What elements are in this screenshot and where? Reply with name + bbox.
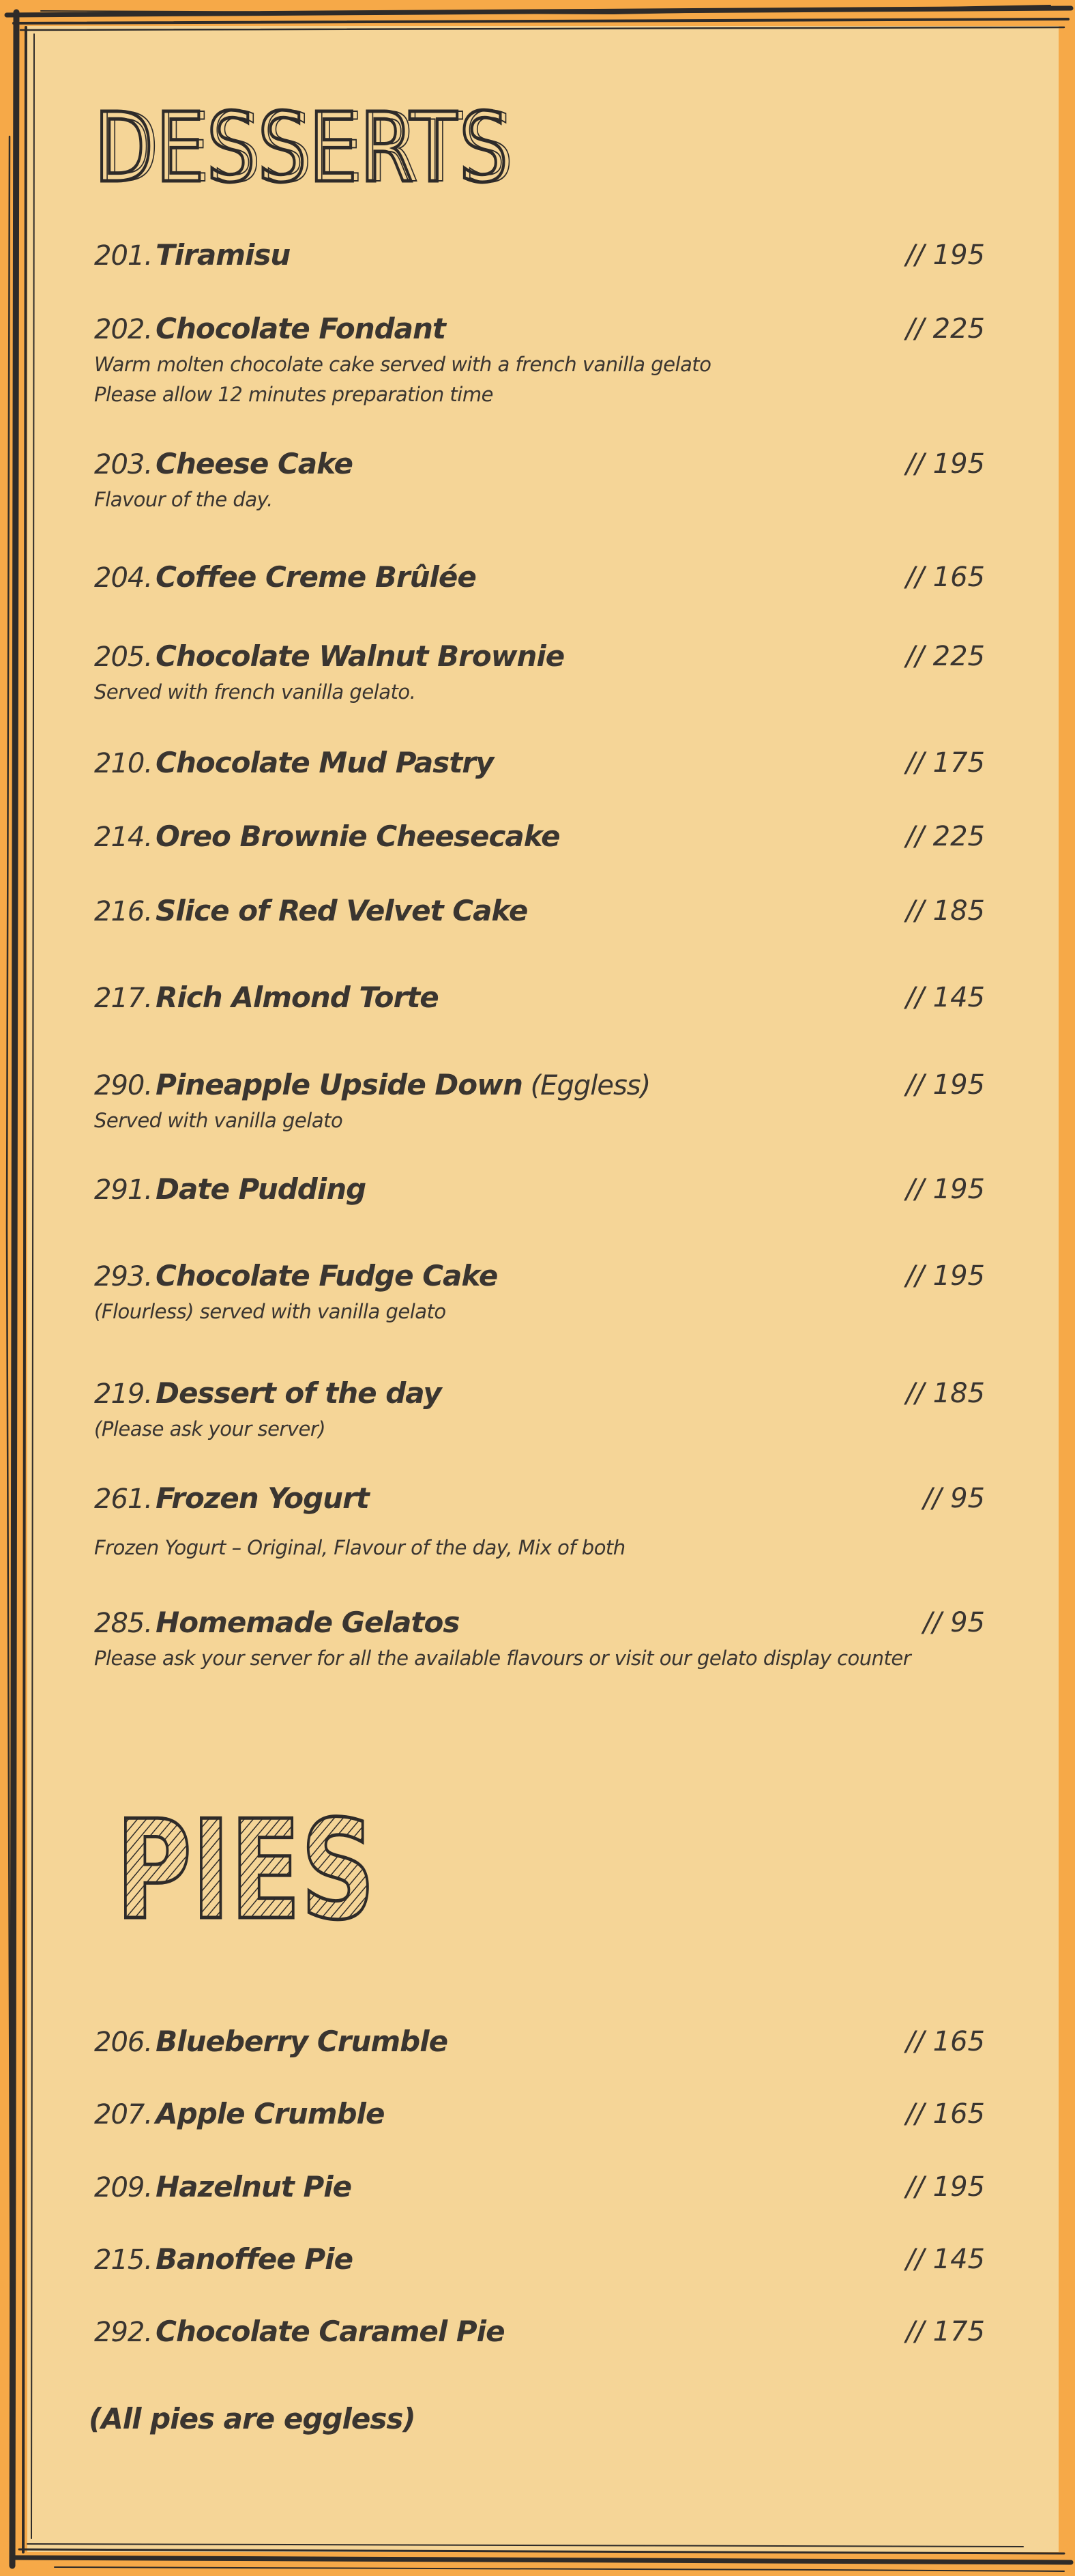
menu-item-name: Chocolate Mud Pastry — [156, 746, 494, 779]
menu-item — [94, 1256, 988, 1327]
menu-item-row — [94, 1478, 988, 1519]
menu-item-price: // 195 — [905, 2171, 985, 2203]
menu-item-name: Chocolate Walnut Brownie — [156, 639, 565, 673]
menu-item-code: 293. — [94, 1261, 153, 1292]
menu-item-price: // 195 — [905, 1069, 985, 1101]
menu-item-name: Blueberry Crumble — [156, 2025, 448, 2058]
menu-item-code: 215. — [94, 2244, 153, 2276]
menu-item-description: Please allow 12 minutes preparation time — [94, 383, 493, 406]
menu-item-title — [94, 2167, 351, 2214]
menu-item-price: // 95 — [923, 1607, 985, 1638]
menu-item — [94, 891, 988, 931]
menu-item-description: Served with french vanilla gelato. — [94, 680, 416, 704]
menu-item — [94, 1373, 988, 1444]
menu-item-name: Rich Almond Torte — [156, 981, 439, 1014]
menu-item-title — [94, 816, 560, 863]
menu-item-code: 209. — [94, 2172, 153, 2203]
menu-item-title — [94, 2239, 353, 2286]
menu-item-price: // 195 — [905, 448, 985, 480]
menu-item-code: 206. — [94, 2027, 153, 2058]
menu-item-row — [94, 235, 988, 276]
menu-item-name: Slice of Red Velvet Cake — [156, 894, 528, 927]
menu-item-name: Chocolate Caramel Pie — [156, 2315, 505, 2348]
menu-item-code: 207. — [94, 2099, 153, 2130]
menu-item-price: // 225 — [905, 313, 985, 345]
menu-item — [94, 2239, 988, 2280]
menu-item-title — [94, 977, 439, 1024]
menu-item — [94, 816, 988, 857]
menu-item-row — [94, 1065, 988, 1105]
desserts-heading-text: DESSERTS — [94, 98, 510, 193]
menu-item-code: 219. — [94, 1378, 153, 1410]
menu-item-title — [94, 1602, 459, 1649]
menu-item — [94, 2167, 988, 2208]
menu-item-description: Please ask your server for all the available flavours or visit our gelato display counter — [94, 1647, 911, 1670]
menu-item-row — [94, 1169, 988, 1210]
menu-item-row — [94, 816, 988, 857]
menu-item-title — [94, 1478, 369, 1525]
menu-item — [94, 1478, 988, 1563]
menu-item-description: (Please ask your server) — [94, 1417, 326, 1441]
menu-item-description: (Flourless) served with vanilla gelato — [94, 1300, 446, 1323]
menu-item-row — [94, 444, 988, 484]
menu-item-suffix: (Eggless) — [522, 1070, 651, 1101]
menu-item-row — [94, 2094, 988, 2134]
menu-item — [94, 1602, 988, 1673]
menu-item — [94, 557, 988, 598]
menu-item — [94, 308, 988, 409]
desserts-heading — [94, 98, 517, 193]
menu-item-name: Date Pudding — [156, 1172, 366, 1206]
menu-item-code: 261. — [94, 1484, 153, 1515]
menu-item — [94, 2094, 988, 2134]
menu-item — [94, 636, 988, 707]
menu-item-row — [94, 977, 988, 1018]
menu-item-title — [94, 1256, 497, 1303]
menu-item-code: 290. — [94, 1070, 153, 1101]
menu-item-name: Banoffee Pie — [156, 2242, 353, 2276]
menu-item-title — [94, 2094, 384, 2141]
menu-item-price: // 225 — [905, 641, 985, 672]
menu-item-name: Frozen Yogurt — [156, 1481, 369, 1515]
menu-item-title — [94, 444, 353, 491]
menu-item-name: Hazelnut Pie — [156, 2170, 352, 2203]
menu-item-price: // 185 — [905, 1378, 985, 1409]
menu-item-row — [94, 742, 988, 783]
menu-item-name: Dessert of the day — [156, 1376, 441, 1410]
menu-item-code: 214. — [94, 822, 153, 853]
menu-item-name: Tiramisu — [156, 238, 291, 272]
menu-item-title — [94, 1373, 441, 1420]
menu-item-title — [94, 742, 493, 790]
menu-item-title — [94, 2021, 447, 2068]
menu-item-title — [94, 1169, 366, 1216]
menu-item-price: // 175 — [905, 747, 985, 779]
menu-item-price: // 95 — [923, 1483, 985, 1514]
menu-item — [94, 2311, 988, 2352]
desserts-heading-shadow: DESSERTS — [100, 98, 516, 193]
menu-item-name: Oreo Brownie Cheesecake — [156, 820, 560, 853]
menu-item-name: Chocolate Fudge Cake — [156, 1259, 498, 1292]
menu-item-price: // 165 — [905, 2026, 985, 2057]
menu-item-name: Coffee Creme Brûlée — [156, 560, 476, 594]
menu-item-name: Pineapple Upside Down — [156, 1068, 522, 1101]
menu-item-row — [94, 2239, 988, 2280]
menu-item-price: // 195 — [905, 1260, 985, 1292]
menu-item-name: Chocolate Fondant — [156, 312, 445, 345]
menu-item — [94, 2021, 988, 2062]
menu-item-row — [94, 1256, 988, 1297]
menu-item-code: 202. — [94, 314, 153, 345]
menu-item-price: // 175 — [905, 2316, 985, 2347]
pies-heading — [116, 1801, 382, 1931]
menu-item — [94, 1169, 988, 1210]
menu-item-row — [94, 557, 988, 598]
menu-item-row — [94, 2167, 988, 2208]
menu-item-code: 216. — [94, 896, 153, 927]
menu-item-code: 201. — [94, 240, 153, 272]
menu-item-title — [94, 891, 527, 938]
pies-heading-text: PIES — [116, 1801, 375, 1931]
menu-item — [94, 977, 988, 1018]
menu-item-code: 217. — [94, 983, 153, 1014]
menu-item-title — [94, 636, 564, 683]
menu-item-name: Homemade Gelatos — [156, 1606, 460, 1639]
menu-item-title — [94, 235, 290, 282]
menu-item-code: 292. — [94, 2317, 153, 2348]
menu-item-name: Cheese Cake — [156, 447, 353, 480]
menu-item-price: // 145 — [905, 2244, 985, 2275]
menu-item-title — [94, 1065, 650, 1112]
menu-item-row — [94, 2311, 988, 2352]
menu-item-name: Apple Crumble — [156, 2097, 385, 2130]
menu-item — [94, 742, 988, 783]
menu-item-row — [94, 891, 988, 931]
menu-item-row — [94, 2021, 988, 2062]
menu-item-row — [94, 1602, 988, 1643]
menu-item-code: 204. — [94, 562, 153, 594]
menu-item-description: Served with vanilla gelato — [94, 1109, 343, 1132]
menu-item-title — [94, 2311, 505, 2358]
menu-item-price: // 195 — [905, 1174, 985, 1205]
menu-item-code: 205. — [94, 641, 153, 673]
menu-item-row — [94, 1373, 988, 1414]
menu-item-description: Flavour of the day. — [94, 488, 273, 511]
menu-item — [94, 1065, 988, 1135]
menu-item-description: Warm molten chocolate cake served with a french vanilla gelato — [94, 353, 711, 376]
menu-item — [94, 235, 988, 276]
menu-item-price: // 165 — [905, 562, 985, 593]
menu-item-row — [94, 308, 988, 349]
menu-item-title — [94, 308, 445, 356]
menu-item-code: 291. — [94, 1174, 153, 1206]
menu-item-price: // 225 — [905, 821, 985, 852]
menu-item-row — [94, 636, 988, 677]
menu-item-price: // 195 — [905, 240, 985, 271]
menu-item-price: // 185 — [905, 895, 985, 927]
pies-eggless-note: (All pies are eggless) — [89, 2402, 415, 2435]
menu-item-price: // 165 — [905, 2098, 985, 2130]
menu-item-code: 210. — [94, 748, 153, 779]
menu-item — [94, 444, 988, 515]
menu-item-title — [94, 557, 476, 604]
menu-item-code: 285. — [94, 1608, 153, 1639]
menu-item-description: Frozen Yogurt – Original, Flavour of the day, Mix of both — [94, 1536, 625, 1559]
menu-item-code: 203. — [94, 449, 153, 480]
menu-item-price: // 145 — [905, 982, 985, 1013]
